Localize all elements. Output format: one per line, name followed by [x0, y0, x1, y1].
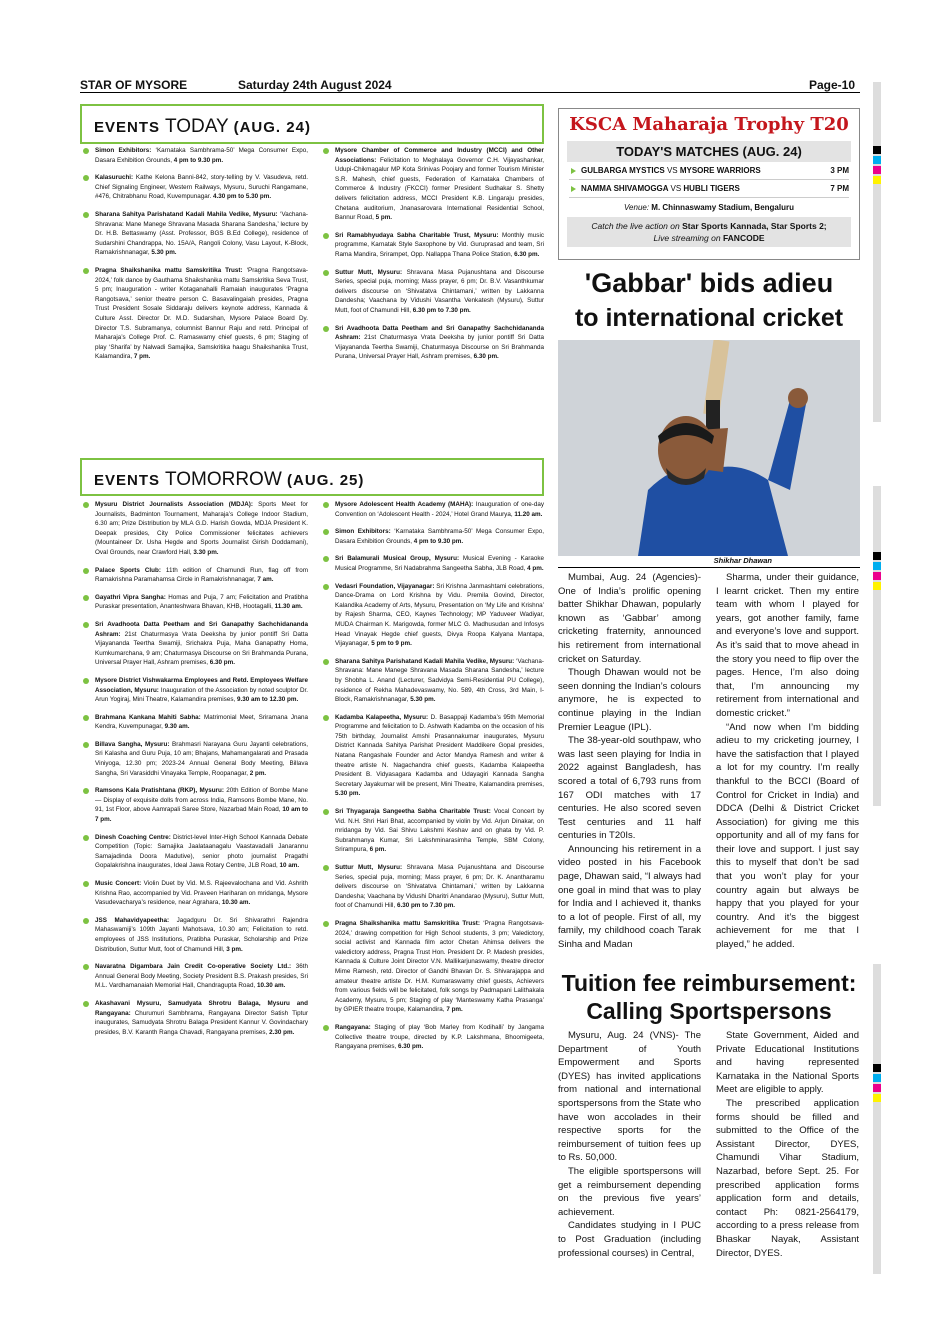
event-details: Shravana Masa Pujanushtana and Discourse Series, special puja, morning; Mass prayer, 6 pm; Dr. K. Anantharamu delivers discourse on ‘Shivatatva Chintamani,’ written by Lakkanna Dandesha; Vaachana by Vidushi Dharitri Anandarao (Mysuru), Suttur Mutt, foot of Chamundi Hill, [335, 864, 545, 910]
event-time: 4 pm to 9.30 pm. [413, 537, 464, 545]
live-info [567, 217, 851, 247]
venue-label: Venue: [624, 203, 650, 212]
event-details: ‘Karnataka Sambhrama-50’ Mega Consumer Expo, Dasara Exhibition Grounds, [95, 147, 308, 164]
story-paragraph: Announcing his retirement in a video posted in his Facebook page, Dhawan said, “I always had one goal in mind that was to play for India and I achieved it, thanks to a lot of people. First of all, my family, my childhood coach Tarak Sinha and Madan [558, 843, 701, 951]
event-organiser: Mysore Chamber of Commerce and Industry (MCCI) and Other Associations: [335, 147, 544, 164]
story2-col2 [716, 1029, 859, 1260]
issue-date: Saturday 24th August 2024 [238, 78, 392, 92]
story-paragraph: Mumbai, Aug. 24 (Agencies)- One of India’s prolific opening batter Shikhar Dhawan, popularly known as ‘Gabbar’ among cricketing fraternity, announced his retirement from international cricket on Saturday. [558, 572, 701, 665]
story1-headline-1: 'Gabbar' bids adieu [584, 268, 834, 298]
event-item [80, 786, 308, 824]
event-details: Inauguration of one-day Convention on ‘Adolescent Health - 2024,’ Hotel Grand Maurya, [335, 501, 544, 518]
event-organiser: Pragna Shaikshanika mattu Samskritika Trust: [95, 266, 243, 274]
events-tomorrow-col1 [80, 500, 308, 1045]
reg-mark-cyan [873, 562, 881, 570]
event-organiser: Kalasuruchi: [95, 174, 134, 182]
story1-col2 [716, 571, 859, 952]
event-time: 5.30 pm. [335, 790, 361, 798]
event-item [320, 268, 544, 316]
event-details: Kathe Kelona Banni-842, story-telling by V. Vasudeva, retd. Chief Signaling Engineer, Western Railways, Mysuru, Suruchi Rangamane, #476, Chitrabhanu Road, Kuvempunagar. [95, 174, 308, 201]
story-paragraph: State Government, Aided and Private Educational Institutions and having represented Karnataka in the National Sports Meet are eligible to apply. [716, 1030, 859, 1096]
event-item [320, 554, 544, 573]
event-details: Matrimonial Meet, Sriramana Jnana Kendra, Kuvempunagar, [95, 713, 308, 731]
paper-name: STAR OF MYSORE [80, 78, 188, 92]
event-time: 6.30 pm. [473, 353, 499, 361]
event-time: 2.30 pm. [269, 1028, 295, 1036]
reg-mark-cyan [873, 156, 881, 164]
event-item [80, 146, 308, 165]
event-organiser: Gayathri Vipra Sangha: [95, 593, 166, 601]
events-tomorrow-date: (AUG. 25) [287, 472, 365, 489]
event-time: 4 pm to 9.30 pm. [173, 156, 224, 164]
story1-headline-2: to international cricket [574, 304, 844, 332]
event-organiser: Suttur Mutt, Mysuru: [335, 864, 403, 871]
events-today-box [80, 104, 544, 144]
event-organiser: Palace Sports Club: [95, 566, 161, 574]
event-item [80, 879, 308, 908]
event-organiser: Sri Ramabhyudaya Sabha Charitable Trust, Mysuru: [335, 231, 499, 239]
event-item [80, 999, 308, 1037]
event-organiser: Suttur Mutt, Mysuru: [335, 268, 403, 276]
event-organiser: Simon Exhibitors: [335, 528, 391, 536]
event-item [320, 863, 544, 911]
event-organiser: Kadamba Kalapeetha, Mysuru: [335, 713, 429, 721]
reg-mark-black [873, 1064, 881, 1072]
event-item [320, 527, 544, 546]
reg-mark-black [873, 146, 881, 154]
event-details: ‘Karnataka Sambhrama-50’ Mega Consumer Expo, Dasara Exhibition Grounds, [335, 528, 544, 545]
event-item [320, 657, 544, 705]
event-organiser: Simon Exhibitors: [95, 147, 152, 154]
story-paragraph: “And now when I’m bidding adieu to my cricketing journey, I have the satisfaction that I played a lot for my country. I’m really thankful to the BCCI (Board of Control for Cricket in India) and DDCA (Delhi & District Cricket Association) for giving me this opportunity and all of my fans for their love and support. I just say this to myself that don’t be sad that you won’t play for your country again but always be happy that you played for your country. And it’s the biggest achievement for me that I played,” he added. [716, 721, 859, 951]
events-today-word: TODAY [164, 116, 229, 137]
event-organiser: Sri Thyagaraja Sangeetha Sabha Charitable Trust: [335, 808, 491, 816]
story2-headline-1: Tuition fee reimbursement: [561, 970, 857, 996]
event-details: Churumuri Sambhrama, Rangayana Director Satish Tiptur inaugurates, Samudyata Shrotru Balaga President Kannur V. Govindachary presides, B.V. Karanth Ranga Chavadi, Rangayana premises, [95, 1009, 308, 1036]
event-time: 3.30 pm. [193, 548, 219, 556]
event-time: 10.30 am. [221, 899, 251, 907]
event-details: 11th edition of Chamundi Run, flag off from Ramakrishna Paramahamsa Circle in Ramakrishnanagar, [95, 566, 308, 584]
events-tomorrow-label: EVENTS [94, 472, 161, 489]
story-paragraph: Though Dhawan would not be seen donning the Indian’s colours anymore, he is expected to continue playing in the Indian Premier League (IPL). [558, 667, 701, 733]
story-paragraph: The 38-year-old southpaw, who was last seen playing for India in 2022 against Bangladesh, has scored a total of 6,793 runs from 167 ODI matches with 17 centuries. He also scored seven Test centuries and 11 half centuries in T20Is. [558, 735, 701, 842]
photo-caption: Shikhar Dhawan [558, 556, 860, 568]
story-paragraph: The prescribed application forms should be filled and submitted to the Office of the Assistant Director, DYES, Chamundi Vihar Stadium, Nazarbad, before Sept. 25. For prescribed application forms application form and details, contact Ph: 0821-2564179, according to a press release from Bhaskar Nayak, Assistant Director, DYES. [716, 1097, 859, 1259]
header-rule [80, 92, 860, 93]
event-time: 5 pm to 9 pm. [371, 640, 412, 648]
events-today-col2 [320, 146, 544, 370]
event-organiser: Brahmana Kankana Mahiti Sabha: [95, 713, 201, 721]
events-tomorrow-word: TOMORROW [164, 469, 282, 490]
event-details: ‘Pragna Rangotsava-2024,’ folk dance by Gauthama Shaikshanika mattu Samskritika Seva Trust, 5 pm; Inauguration - writer Kotaganahalli Ramaiah inaugurates ‘Pragna Rangotsava,’ senior theatre person C. Basavalingaiah presides, Pragna Trust President Sosale Siddaraju delivers keynote address, Kannada & Culture Asst. Director Dr. M.D. Sudarshan, Mysore Palace Board Dy. Director T.S. Subramanya, columnist Bannur Raju and retd. Principal of Maharaja’s College Prof. C. Ramaswamy chief guests, 6 pm; Staging of play ‘Sharifa’ by Nalwadi Samajika, Samskritika haagu Shaikshanika Trust, Kalamandira, [95, 266, 308, 361]
event-time: 6.30 pm to 7.30 pm. [412, 306, 471, 314]
event-details: Vocal Concert by Vid. N.H. Shri Hari Bhat, accompanied by violin by Vid. Arjun Dinakar, on mridanga by Vid. Sai Shivu Lakshmi Keshav and on ghata by Vid. P. Subrahmanya Kumar, Sri Lakshminarasimha Temple, SBM Colony, Srirampura, [335, 808, 544, 854]
event-time: 5.30 pm. [151, 249, 177, 257]
event-item [320, 919, 544, 1015]
event-time: 3 pm. [226, 945, 243, 953]
event-time: 5.30 pm. [410, 696, 436, 704]
match-time: 3 PM [830, 166, 849, 175]
event-organiser: Rangayana: [335, 1023, 371, 1031]
story2-col1 [558, 1029, 701, 1260]
story-paragraph: Sharma, under their guidance, I learnt cricket. Then my entire team with whom I played for years, got another family, fame and everyone’s love and support. As it’s said that to move ahead in the story you need to flip over the pages. Hence, I’m also doing that, I’m announcing my retirement from international and domestic cricket.” [716, 572, 859, 719]
event-item [320, 807, 544, 855]
event-item [320, 1023, 544, 1052]
events-today-date: (AUG. 24) [233, 119, 311, 136]
event-time: 11.20 am. [514, 510, 543, 518]
live-pre: Catch the live action on [591, 221, 683, 231]
event-item [80, 676, 308, 705]
event-time: 10 am. [279, 862, 300, 870]
reg-mark-black [873, 552, 881, 560]
margin-strip [873, 964, 881, 1274]
event-details: Jagadguru Dr. Sri Shivarathri Rajendra Mahaswamiji’s 109th Jayanti Mahotsava, 10.30 am; Felicitation to retd. employees of JSS Institutions, Pratibha Puraskar, Scholarship and Prize Distribution, Suttur Mutt, foot of Chamundi Hill, [95, 916, 308, 953]
live-channels: Star Sports Kannada, Star Sports 2; [682, 221, 827, 231]
event-item [320, 500, 544, 519]
event-details: Monthly music programme, Karnatak Style Saxophone by Vid. Guruprasad and team, Sri Rama Mandira, Srirampet, Opp. Nallappa Thana Police Station, [335, 231, 544, 258]
event-organiser: Mysuru District Journalists Association (MDJA): [95, 501, 253, 508]
reg-mark-cyan [873, 1074, 881, 1082]
event-item [80, 566, 308, 585]
event-item [80, 266, 308, 362]
event-item [80, 713, 308, 732]
events-today-label: EVENTS [94, 119, 161, 136]
reg-mark-magenta [873, 166, 881, 174]
event-organiser: Sri Avadhoota Datta Peetham and Sri Ganapathy Sachchidananda Ashram: [95, 620, 308, 638]
event-details: ‘Pragna Rangotsava-2024,’ drawing competition for High School students, 3 pm; Valedictory, social activist and Kannada film actor Chetan Ahimsa delivers the valedictory address, Pragna Trust Hon. President Dr. P. Madesh presides, Kannada & Culture Joint Director V.N. Mallikarjunaswamy, theatre director Mime Ramesh, retd. Director of Gandhi Bhavan Dr. S. Shivarajappa and amateur theatre artiste Dr. H.M. Kumaraswamy chief guests, Achievers from various fields will be felicitated, folk songs by Padmapani Lalithakala Academy, Mysuru, 5 pm; Staging of play ‘Manteswamy Katha Prasanga’ by GPIER theatre troupe, Kalamandira, [335, 919, 544, 1014]
story-paragraph: Candidates studying in I PUC to Post Graduation (including professional courses) in Central, [558, 1220, 701, 1259]
event-details: 36th Annual General Body Meeting, Society President B.S. Prakash presides, Sri M.L. Vardhamanaiah Memorial Hall, Chandragupta Road, [95, 963, 308, 990]
event-details: Sports Meet for Journalists, Badminton Tournament, Maharaja’s College Indoor Stadium, 6.30 am; Prize Distribution by MLA G.D. Harish Gowda, MDJA President K. Deepak presides, City Police Commissioner felicitates achievers (Mountaineer Dr. Usha Hegde and Sports Journalist Girish Doddamani), Oval Grounds, near Crawford Hall, [95, 501, 308, 556]
event-time: 7 am. [257, 576, 274, 584]
event-details: ‘Vachana-Shravana: Mane Manege Shravana Masada Sharana Sandesha,’ lecture by Dr. H.B. Bettaswamy (Asst. Professor, BGS B.Ed College), residence of Sudarshini Chandrappa, No. 15A/A, Rangoli Colony, Vasu Layout, K-Block, Ramakrishnanagar, [95, 210, 308, 257]
event-organiser: Billava Sangha, Mysuru: [95, 740, 170, 748]
event-details: Musical Evening - Karaoke Musical Programme, Sri Nadabrahma Sangeetha Sabha, JLB Road, [335, 555, 544, 572]
event-item [320, 582, 544, 649]
ksca-box [558, 108, 860, 260]
event-organiser: Sri Balamurali Musical Group, Mysuru: [335, 555, 460, 563]
ksca-title: KSCA Maharaja Trophy T20 [569, 114, 849, 135]
reg-mark-yellow [873, 1094, 881, 1102]
event-time: 4 pm. [527, 564, 544, 572]
todays-matches-bar: TODAY'S MATCHES (AUG. 24) [567, 141, 851, 162]
venue-name: M. Chinnaswamy Stadium, Bengaluru [651, 203, 794, 212]
margin-strip [873, 82, 881, 422]
story2-headline-2: Calling Sportspersons [586, 998, 832, 1024]
event-time: 4.30 pm to 5.30 pm. [212, 193, 272, 201]
event-time: 7 pm. [446, 1006, 463, 1014]
story-paragraph: Mysuru, Aug. 24 (VNS)- The Department of Youth Empowerment and Sports (DYES) has invited applications from national and international sportspersons from the State who have won accolades in their respective sports for the reimbursement of tuition fees up to Rs. 50,000. [558, 1030, 701, 1164]
event-item [320, 231, 544, 260]
event-item [80, 210, 308, 258]
event-time: 7 pm. [133, 353, 151, 361]
event-details: 20th Edition of Bombe Mane — Display of exquisite dolls from across India, Ramsons Bombe Mane, No. 91, 1st Floor, above Aamrapali Saree Store, Nazarbad Main Road, [95, 787, 308, 814]
event-details: District-level Inter-High School Kannada Debate Competition (Topic: Samajika Jaalataanagalu Vaastavadalli Janarannu Samajadinda Doora Madutive), senior photo journalist Pragathi Gopalakrishna inaugurates, Ideal Jawa Rotary Centre, JLB Road, [95, 833, 308, 870]
team-2: HUBLI TIGERS [683, 184, 740, 193]
team-1: NAMMA SHIVAMOGGA [581, 184, 669, 193]
story-paragraph: The eligible sportspersons will get a reimbursement depending on the previous five years’ achievement. [558, 1165, 701, 1218]
match-time: 7 PM [830, 184, 849, 193]
event-details: Shravana Masa Pujanushtana and Discourse Series, special puja, morning; Mass prayer, 6 pm; Dr. B.V. Vasanthkumar delivers discourse on ‘Shivatatva Chintamani,’ written by Lakkanna Dandesha; Vaachana by Vidushi Vasantha Venkatesh (Mysuru), Suttur Mutt, foot of Chamundi Hill, [335, 268, 545, 314]
reg-mark-magenta [873, 1084, 881, 1092]
event-details: Sri Krishna Janmashtami celebrations, Dance-Drama on Lord Krishna by Vidu. Premila Govind, Director, Kalandika Academy of Arts, Mysuru, Presentation on ‘My Life and Krishna’ by Rajesh Sharma, CEO, Kaynes Technology; MP Yaduveer Wadiyar, MUDA Chairman K. Marigowda, former MLC G. Madhusudan and Infosys Head Vinayak Hegde chief guests, Divya Roopa Kalyana Mantapa, Vijayanagar, [335, 582, 545, 648]
event-item [80, 916, 308, 954]
venue [559, 203, 859, 212]
event-time: 9.30 am to 12.30 pm. [236, 696, 299, 704]
event-organiser: Sharana Sahitya Parishatand Kadali Mahila Vedike, Mysuru: [95, 210, 278, 218]
page-number: Page-10 [809, 78, 856, 92]
event-time: 10 am to 7 pm. [95, 806, 308, 824]
reg-mark-yellow [873, 176, 881, 184]
event-item [80, 620, 308, 668]
event-item [320, 146, 544, 223]
event-item [80, 500, 308, 558]
event-time: 2 pm. [249, 769, 267, 777]
match-row [569, 162, 849, 180]
event-organiser: Navaratna Digambara Jain Credit Co-operative Society Ltd.: [95, 963, 292, 971]
event-time: 6.30 pm. [209, 659, 235, 667]
event-details: Felicitation to Meghalaya Governor C.H. Vijayashankar, Udupi-Chikmagalur MP Kota Srinivas Poojary and former Tourism Minister S.R. Mahesh, chief guests, Federation of Karnataka Chambers of Commerce & Industry (FKCCI) former President Sudhakar S. Shetty delivers felicitation address, MCCI President K.B. Lingaraju presides, Chetana auditorium, Jnanasarovara International Residential School, Bannur Road, [335, 156, 544, 222]
event-time: 6.30 pm to 7.30 pm. [396, 902, 456, 910]
player-figure [558, 340, 860, 556]
event-time: 10.30 am. [256, 982, 286, 990]
vs-label: VS [666, 166, 678, 175]
event-organiser: Sri Avadhoota Datta Peetham and Sri Ganapathy Sachchidananda Ashram: [335, 324, 544, 342]
event-organiser: Mysore Adolescent Health Academy (MAHA): [335, 501, 474, 508]
event-time: 6.30 pm. [398, 1043, 424, 1051]
event-item [80, 962, 308, 991]
event-item [80, 740, 308, 778]
event-details: ‘Vachana-Shravana: Mane Manege Shravana Masada Sharana Sandesha,’ lecture by Shobha L. Anand (Lecturer, Sadvidya Semi-Residential PU College), residence of Rekha Mahadevaswamy, No. 589, 4th Cross, 3rd Main, I-Block, Ramakrishnanagar, [335, 657, 544, 704]
event-organiser: JSS Mahavidyapeetha: [95, 916, 170, 924]
event-details: Homas and Puja, 7 am; Felicitation and Pratibha Puraskar presentation, Ananteshwara Bhavan, KHB, Hootagalli, [95, 593, 308, 611]
reg-mark-magenta [873, 572, 881, 580]
live-stream-pre: Live streaming on [653, 233, 723, 243]
event-details: Brahmasri Narayana Guru Jayanti celebrations, Sri Kalasha and Guru Puja, 10 am; Bhajans, Mahamangalarati and Prasada Viniyoga, 12.30 pm; 2023-24 Annual General Body Meeting, Billava Sangha, Sri Varasiddhi Vinayaka Temple, Roopanagar, [95, 740, 308, 777]
event-item [80, 593, 308, 612]
live-stream: FANCODE [722, 233, 765, 243]
team-2: MYSORE WARRIORS [679, 166, 761, 175]
event-organiser: Music Concert: [95, 880, 142, 887]
event-time: 11.30 am. [274, 603, 303, 611]
event-time: 6 pm. [369, 846, 387, 854]
reg-mark-yellow [873, 582, 881, 590]
dhawan-photo [558, 340, 860, 556]
event-details: 21st Chaturmasya Vrata Deeksha by junior pontiff Sri Datta Vijayananda Teertha Swamiji, Srichakra Puja, Maha Ganapathy Homa, Kumkumarchana, 9 am; Chaturmasya Discourse on Sri Brahmanda Purana, Universal Prayer Hall, Ashram premises, [95, 630, 308, 667]
event-details: D. Basappaji Kadamba’s 95th Memorial Programme and felicitation to D. Ashwath Kadamba on the occasion of his 75th birthday, Journalist Amshi Prasannakumar inaugurates, Mysuru District Kannada Sahitya Parishat President Maddikere Gopal presides, Natana Rangashale Founder and Actor Mandya Ramesh and writer & theatre artiste N. Nagachandra chief guests, Kadamba Kalapeetha President B. Vidyasagara Kadamba and Udayagiri Kannada Sangha Secretary Jayakumar will be present, Mini Theatre, Kalamandira premises, [335, 713, 544, 788]
event-item [80, 173, 308, 202]
event-details: Staging of play ‘Bob Marley from Kodihalli’ by Jangama Collective theatre troupe, directed by K.P. Lakshmana, Bhoomigeeta, Rangayana premises, [335, 1023, 544, 1051]
event-details: 21st Chaturmasya Vrata Deeksha by junior pontiff Sri Datta Vijayananda Teertha Swamiji, Chaturmasya Discourse on Sri Brahmanda Purana, Universal Prayer Hall, Ashram premises, [335, 334, 544, 361]
event-item [320, 324, 544, 362]
events-tomorrow-box [80, 458, 544, 496]
vs-label: VS [670, 184, 682, 193]
match-row [569, 180, 849, 198]
event-time: 9.30 am. [164, 723, 190, 731]
event-organiser: Mysore District Vishwakarma Employees and Retd. Employees Welfare Association, Mysuru: [95, 676, 308, 694]
event-organiser: Akashavani Mysuru, Samudyata Shrotru Balaga, Mysuru and Rangayana: [95, 999, 308, 1017]
margin-strip [873, 486, 881, 806]
event-organiser: Ramsons Kala Pratishtana (RKP), Mysuru: [95, 787, 224, 795]
event-details: Violin Duet by Vid. M.S. Rajeevalochana and Vid. Ashrith Krishna Rao, accompanied by Vid. Praveen Hariharan on mridanga, Mysore Vasudevacharya’s residence, near Agrahara, [95, 880, 308, 907]
team-1: GULBARGA MYSTICS [581, 166, 665, 175]
events-today-col1 [80, 146, 308, 370]
event-item [320, 713, 544, 799]
event-organiser: Vedasri Foundation, Vijayanagar: [335, 582, 435, 590]
event-organiser: Dinesh Coaching Centre: [95, 833, 171, 841]
event-organiser: Sharana Sahitya Parishatand Kadali Mahila Vedike, Mysuru: [335, 657, 515, 665]
event-time: 5 pm. [375, 214, 393, 222]
events-tomorrow-col2 [320, 500, 544, 1060]
event-time: 6.30 pm. [514, 250, 540, 258]
event-item [80, 833, 308, 871]
event-details: Inauguration of the Association by noted sculptor Dr. Arun Yogiraj, Mini Theatre, Kalamandira premises, [95, 686, 308, 704]
story1-col1 [558, 571, 701, 952]
event-organiser: Pragna Shaikshanika mattu Samskritika Trust: [335, 919, 480, 927]
